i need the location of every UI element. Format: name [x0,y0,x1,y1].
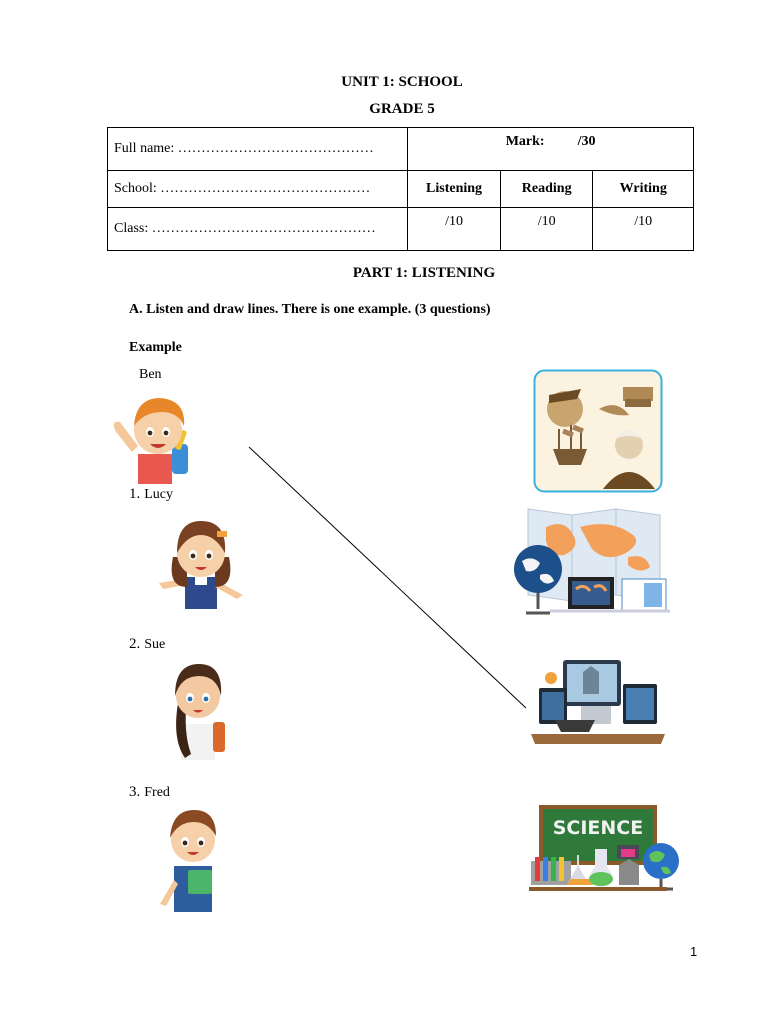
question-number: 3. [129,784,141,800]
school-field[interactable]: School: ……………………………………… [108,171,408,208]
child-name-ben: Ben [139,367,162,382]
child-label-sue [129,635,165,653]
example-label: Example [129,340,182,355]
boy-ben-icon[interactable] [108,392,198,484]
child-label-fred [129,783,170,801]
unit-title: UNIT 1: SCHOOL [341,74,463,90]
writing-header: Writing [593,171,694,208]
child-name: Fred [144,785,170,800]
girl-lucy-icon[interactable] [155,517,247,609]
computers-icon[interactable] [527,658,669,748]
mark-total: /30 [577,134,596,149]
part-title: PART 1: LISTENING [352,265,496,281]
science-board-text: SCIENCE [552,817,644,839]
child-label-lucy [129,485,173,503]
full-name-field[interactable]: Full name: …………………………………… [108,128,408,171]
map-globe-icon[interactable] [510,505,676,617]
question-number: 2. [129,636,141,652]
listening-score[interactable]: /10 [408,208,501,251]
mark-label: Mark: [505,134,545,149]
student-info-table [107,127,694,251]
history-icon[interactable] [533,369,663,493]
question-number: 1. [129,486,141,502]
grade-title: GRADE 5 [369,101,435,117]
girl-sue-icon[interactable] [165,662,231,762]
reading-score[interactable]: /10 [500,208,593,251]
mark-cell [408,128,694,171]
child-name: Sue [144,637,166,652]
writing-score[interactable]: /10 [593,208,694,251]
instruction-text: A. Listen and draw lines. There is one example. (3 questions) [129,302,491,317]
class-field[interactable]: Class: ………………………………………… [108,208,408,251]
boy-fred-icon[interactable] [160,808,226,912]
child-name: Lucy [144,487,174,502]
page-number: 1 [690,944,698,959]
reading-header: Reading [500,171,593,208]
listening-header: Listening [408,171,501,208]
science-board-icon[interactable] [529,805,681,895]
